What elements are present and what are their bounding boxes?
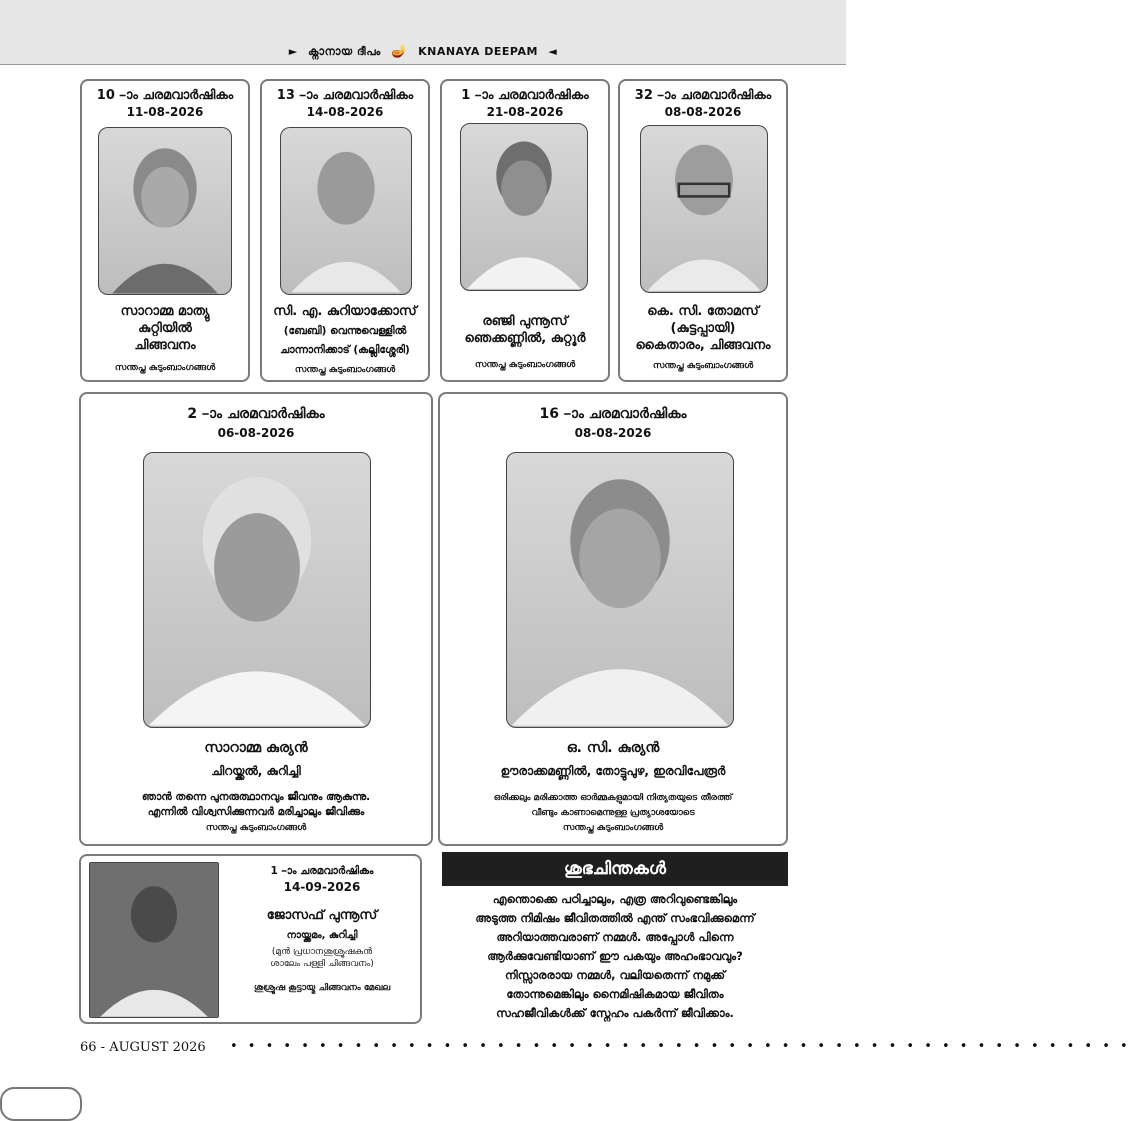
- anniversary-date: 21-08-2026: [486, 105, 564, 119]
- thought-line: സഹജീവികൾക്ക് സ്നേഹം പകർന്ന് ജീവിക്കാം.: [496, 1006, 734, 1020]
- anniversary-date: 11-08-2026: [126, 105, 204, 119]
- footer-dotted-rule: • • • • • • • • • • • • • • • • • • • • • • • • • • • • • • • • • • • • • • • • • • • • • • • • • • •: [230, 1039, 1131, 1054]
- obituary-card-4: [618, 79, 788, 382]
- portrait-photo: [143, 452, 371, 728]
- house-name: കുറ്റിയിൽ: [138, 321, 192, 336]
- anniversary-label: 10 –ാം ചരമവാർഷികം: [96, 88, 234, 103]
- anniversary-label: 2 –ാം ചരമവാർഷികം: [187, 406, 325, 422]
- organization-signature: ശുശ്രൂഷ കൂട്ടായ്മ ചിങ്ങവനം മേഖല: [253, 983, 391, 993]
- anniversary-label: 32 –ാം ചരമവാർഷികം: [634, 88, 772, 103]
- left-arrow-icon: ◄: [548, 45, 558, 58]
- portrait-photo: [280, 127, 412, 295]
- anniversary-label: 16 –ാം ചരമവാർഷികം: [539, 406, 687, 422]
- memorial-quote-line-1: ഒരിക്കലും മരിക്കാത്ത ഓർമ്മകളുമായി നിത്യതയുടെ തീരത്ത്: [493, 793, 733, 803]
- place-name: ചാന്നാനിക്കാട് (കല്ലിശ്ശേരി): [280, 344, 410, 356]
- nickname: (കുട്ടപ്പായി): [670, 321, 736, 336]
- thought-line: എന്തൊക്കെ പഠിച്ചാലും, എത്ര അറിവുണ്ടെങ്കിലും: [492, 892, 738, 906]
- corner-tab: [0, 1087, 82, 1121]
- thought-line: തോന്നുമെങ്കിലും നൈമിഷികമായ ജീവിതം: [506, 987, 724, 1001]
- deceased-name: സി. എ. കുറിയാക്കോസ്: [273, 304, 417, 319]
- page-number: 66 - AUGUST 2026: [80, 1040, 206, 1055]
- family-signature: സന്തപ്ത കുടുംബാംഗങ്ങൾ: [205, 823, 307, 833]
- anniversary-label: 1 –ാം ചരമവാർഷികം: [461, 88, 589, 103]
- anniversary-label: 13 –ാം ചരമവാർഷികം: [276, 88, 414, 103]
- place-name: ചിറയ്ക്കൽ, കുറിച്ചി: [211, 764, 301, 778]
- deceased-name: ജോസഫ് പുന്നൂസ്: [266, 908, 378, 923]
- place-name: ഊരാക്കമണ്ണിൽ, തോട്ടുപുഴ, ഇരവിപേരൂർ: [500, 764, 726, 778]
- deceased-name: സാറാമ്മ കുര്യൻ: [204, 740, 308, 756]
- portrait-photo: [98, 127, 232, 295]
- family-signature: സന്തപ്ത കുടുംബാംഗങ്ങൾ: [294, 365, 396, 375]
- masthead-title-ml: ക്നാനായ ദീപം: [308, 44, 381, 58]
- anniversary-date: 08-08-2026: [574, 426, 652, 440]
- masthead-title-en: KNANAYA DEEPAM: [418, 45, 538, 58]
- obituary-card-large-right: [438, 392, 788, 846]
- anniversary-date: 08-08-2026: [664, 105, 742, 119]
- portrait-photo: [460, 123, 588, 291]
- obituary-card-3: [440, 79, 610, 382]
- deceased-name: ഒ. സി. കുര്യൻ: [566, 740, 660, 756]
- anniversary-date: 14-09-2026: [283, 880, 361, 894]
- thought-line: അറിയാത്തവരാണ് നമ്മൾ. അപ്പോൾ പിന്നെ: [496, 930, 734, 944]
- masthead: [0, 44, 846, 59]
- family-signature: സന്തപ്ത കുടുംബാംഗങ്ങൾ: [562, 823, 664, 833]
- obituary-card-small: [79, 854, 422, 1024]
- portrait-photo: [506, 452, 734, 728]
- lamp-icon: 🪔: [391, 44, 408, 59]
- bible-quote-line-1: ഞാൻ തന്നെ പുനരുത്ഥാനവും ജീവനും ആകുന്നു.: [141, 791, 371, 803]
- family-signature: സന്തപ്ത കുടുംബാംഗങ്ങൾ: [114, 363, 216, 373]
- good-thoughts-title: ശുഭചിന്തകൾ: [442, 852, 788, 886]
- place-name: ഞെക്കണ്ണിൽ, കുറ്റൂർ: [464, 331, 586, 346]
- deceased-name: കെ. സി. തോമസ്: [647, 304, 759, 319]
- header-divider: [0, 64, 846, 65]
- thought-line: നിസ്സാരരായ നമ്മൾ, വലിയതെന്ന് നമുക്ക്: [504, 968, 726, 982]
- place-name: നായ്ക്കമം, കുറിച്ചി: [286, 930, 358, 941]
- right-arrow-icon: ►: [288, 45, 298, 58]
- portrait-photo: [640, 125, 768, 293]
- anniversary-label: 1 –ാം ചരമവാർഷികം: [270, 865, 374, 877]
- thought-line: ആർക്കുവേണ്ടിയാണ് ഈ പകയും അഹംഭാവവും?: [487, 949, 743, 963]
- good-thoughts-text: [442, 890, 788, 1023]
- portrait-photo: [89, 862, 219, 1018]
- family-signature: സന്തപ്ത കുടുംബാംഗങ്ങൾ: [652, 361, 754, 371]
- role-line-2: ശാലേം പള്ളി ചിങ്ങവനം): [270, 959, 374, 969]
- anniversary-date: 06-08-2026: [217, 426, 295, 440]
- bible-quote-line-2: എന്നിൽ വിശ്വസിക്കുന്നവർ മരിച്ചാലും ജീവിക്കും: [147, 806, 365, 818]
- house-name: (ബേബി) വെന്നുവെള്ളിൽ: [283, 325, 407, 337]
- role-line-1: (മുൻ പ്രധാനശുശ്രൂഷകൻ: [271, 947, 373, 957]
- place-name: ചിങ്ങവനം: [134, 338, 196, 353]
- place-name: കൈതാരം, ചിങ്ങവനം: [635, 338, 771, 353]
- deceased-name: രഞ്ജി പുന്നൂസ്: [482, 314, 568, 329]
- family-signature: സന്തപ്ത കുടുംബാംഗങ്ങൾ: [474, 360, 576, 370]
- obituary-card-large-left: [79, 392, 433, 846]
- anniversary-date: 14-08-2026: [306, 105, 384, 119]
- obituary-card-1: [80, 79, 250, 382]
- obituary-card-2: [260, 79, 430, 382]
- deceased-name: സാറാമ്മ മാത്യു: [120, 304, 210, 319]
- thought-line: അടുത്ത നിമിഷം ജീവിതത്തിൽ എന്ത് സംഭവിക്കുമെന്ന്: [475, 911, 755, 925]
- memorial-quote-line-2: വീണ്ടും കാണാമെന്നുള്ള പ്രത്യാശയോടെ: [531, 808, 695, 818]
